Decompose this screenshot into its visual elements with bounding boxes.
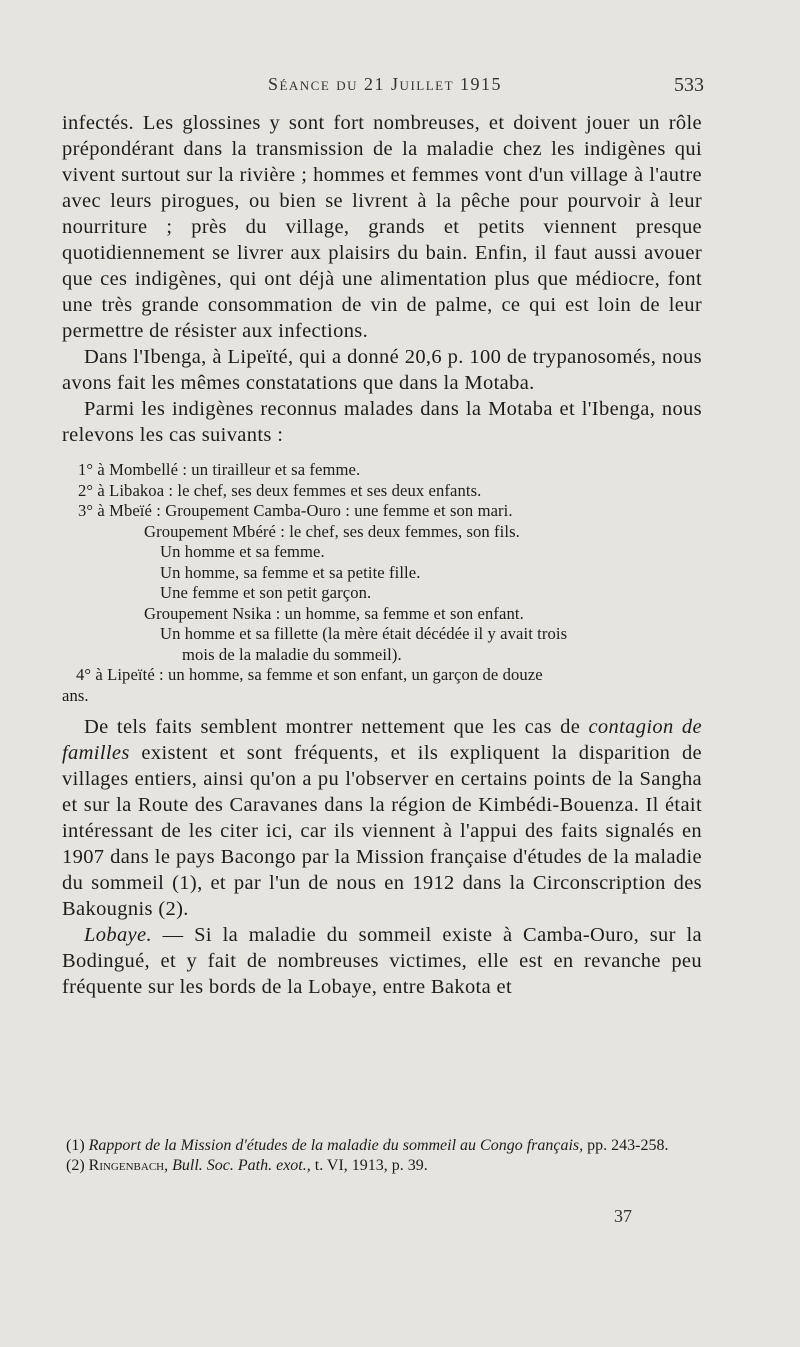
case-subitem: Groupement Mbéré : le chef, ses deux femmes, son fils. bbox=[144, 521, 520, 541]
case-subitem bbox=[62, 624, 702, 665]
footnote-journal: Bull. Soc. Path. exot., bbox=[168, 1157, 311, 1174]
paragraph-3: Parmi les indigènes reconnus malades dans la Motaba et l'Ibenga, nous relevons les cas suivants : bbox=[62, 398, 702, 446]
footnotes bbox=[62, 1136, 712, 1176]
signature-mark: 37 bbox=[614, 1206, 632, 1226]
footnote-ref: t. VI, 1913, p. 39. bbox=[310, 1157, 428, 1174]
paragraph-2: Dans l'Ibenga, à Lipeïté, qui a donné 20,6 p. 100 de trypanosomés, nous avons fait les mêmes constatations que dans la Motaba. bbox=[62, 346, 702, 394]
footnote-2 bbox=[62, 1156, 712, 1176]
paragraph-4-emphasis: contagion de familles bbox=[62, 716, 702, 764]
case-list bbox=[62, 460, 702, 706]
running-head: Séance du 21 Juillet 1915 bbox=[267, 74, 503, 94]
case-subitem: Un homme et sa femme. bbox=[160, 542, 325, 561]
case-item-line: 4° à Lipeïté : un homme, sa femme et son enfant, un garçon de douze bbox=[76, 665, 543, 684]
paragraph-4-text: De tels faits semblent montrer nettement que les cas de bbox=[84, 716, 589, 738]
footnote-pages: pp. 243-258. bbox=[583, 1137, 669, 1154]
footnote-1 bbox=[62, 1136, 712, 1156]
case-subitem: Une femme et son petit garçon. bbox=[160, 583, 372, 602]
paragraph-4-text: existent et sont fréquents, et ils expliquent la disparition de villages entiers, ainsi qu'on a pu l'observer en certains points de la Sangha et sur la Route des Caravanes dans la région de Kimbédi-Bouenza. Il était intéressant de les citer ici, car ils viennent à l'appui des faits signalés en 1907 dans le pays Bacongo par la Mission française d'études de la maladie du sommeil (1), et par l'un de nous en 1912 dans la Circonscription des Bakougnis (2). bbox=[62, 742, 702, 920]
paragraph-5-text: — Si la maladie du sommeil existe à Camba-Ouro, sur la Bodingué, et y fait de nombreuses victimes, elle est en revanche peu fréquente sur les bords de la Lobaye, entre Bakota et bbox=[62, 924, 702, 998]
footnote-author: Ringenbach, bbox=[88, 1157, 169, 1174]
paragraph-1: infectés. Les glossines y sont fort nombreuses, et doivent jouer un rôle prépondérant dans la transmission de la maladie chez les indigènes qui vivent surtout sur la rivière ; hommes et femmes vont d'un village à l'autre avec leurs pirogues, ou bien se livrent à la pêche pour pourvoir à leur nourriture ; près du village, grands et petits viennent presque quotidiennement se livrer aux plaisirs du bain. Enfin, il faut aussi avouer que ces indigènes, qui ont déjà une alimentation plus que médiocre, font une très grande consommation de vin de palme, ce qui est loin de leur permettre de résister aux infections. bbox=[62, 112, 702, 342]
case-subitem-line: Un homme et sa fillette (la mère était décédée il y avait trois bbox=[160, 624, 568, 643]
case-item: 3° à Mbeïé : Groupement Camba-Ouro : une femme et son mari. bbox=[78, 501, 513, 520]
case-item-line: ans. bbox=[62, 685, 89, 705]
page-header bbox=[62, 74, 708, 104]
case-subitem: Groupement Nsika : un homme, sa femme et son enfant. bbox=[144, 603, 524, 623]
case-item bbox=[62, 665, 702, 706]
body-text bbox=[62, 110, 702, 1000]
case-item: 2° à Libakoa : le chef, ses deux femmes et ses deux enfants. bbox=[78, 480, 482, 500]
footnote-title: Rapport de la Mission d'études de la maladie du sommeil au Congo français, bbox=[88, 1137, 584, 1154]
page-number: 533 bbox=[674, 74, 704, 96]
case-subitem: Un homme, sa femme et sa petite fille. bbox=[160, 562, 421, 582]
paragraph-4 bbox=[62, 714, 702, 922]
case-subitem-line: mois de la maladie du sommeil). bbox=[182, 644, 402, 664]
footnote-number: (1) bbox=[66, 1137, 89, 1154]
footnote-number: (2) bbox=[66, 1157, 89, 1174]
paragraph-5 bbox=[62, 922, 702, 1000]
case-item: 1° à Mombellé : un tirailleur et sa femme. bbox=[78, 460, 361, 479]
section-heading-lobaye: Lobaye. bbox=[84, 924, 152, 946]
